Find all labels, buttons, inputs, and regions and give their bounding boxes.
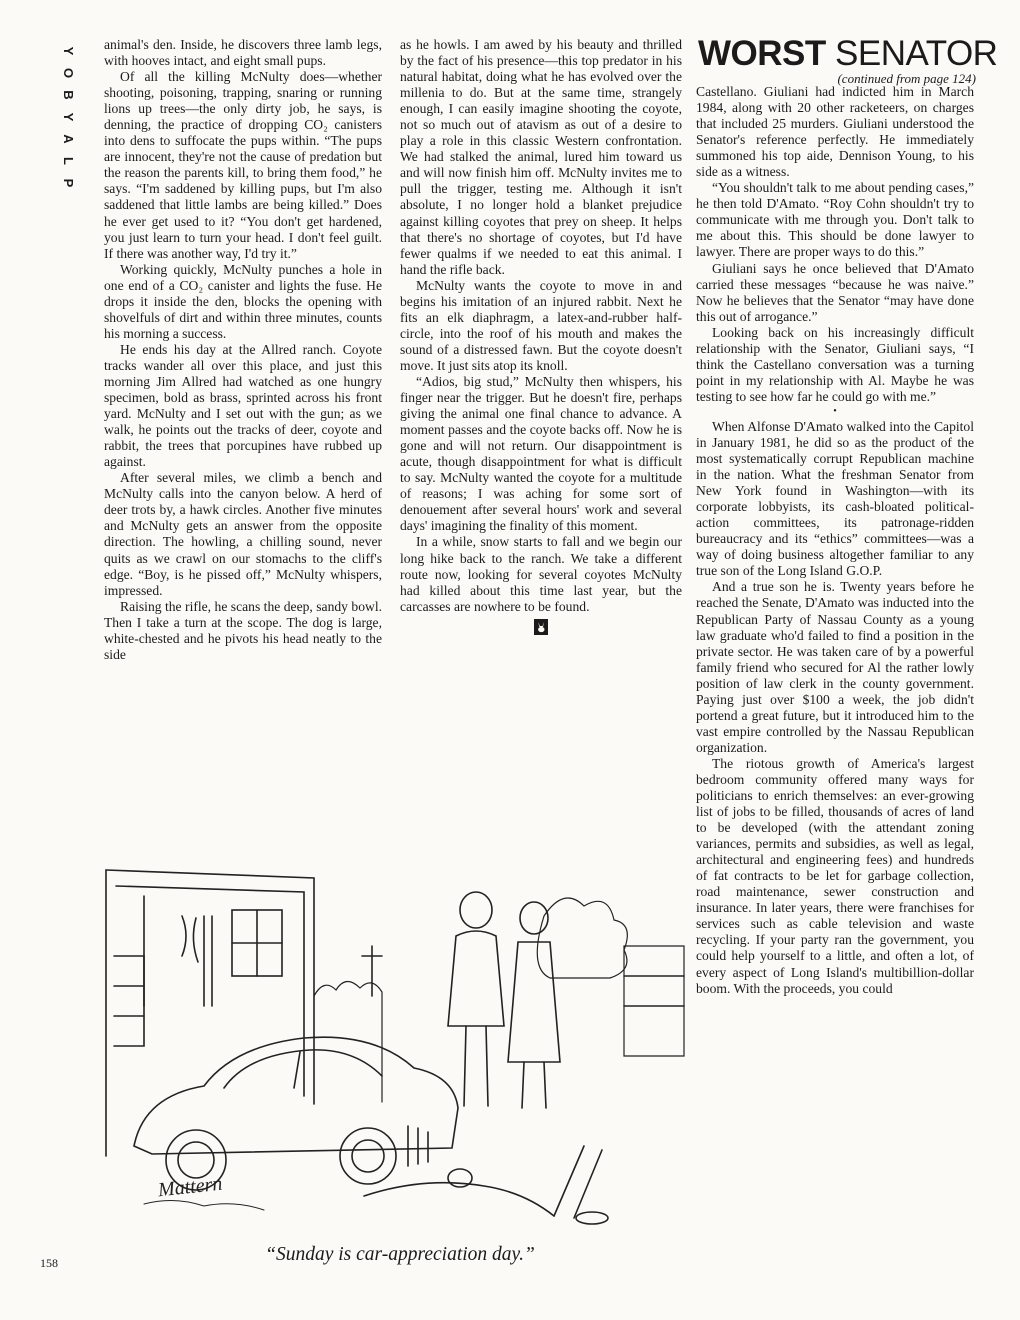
side-label-letter: Y [61,112,76,122]
cartoon-caption: “Sunday is car-appreciation day.” [265,1244,535,1265]
paragraph: He ends his day at the Allred ranch. Coyote tracks wander all over this place, and just this morning Jim Allred had watched as one hungry specimen, bold as brass, sprinted across his front yard. McNulty and I set out with the gun; as we walk, he points out the tracks of deer, coyote and rabbit, the trees that porcupines have rubbed up against. [104,341,382,470]
side-label-letter: P [61,178,76,188]
section-break-bullet: • [833,405,837,417]
paragraph: “Adios, big stud,” McNulty then whispers, his finger near the trigger. But he doesn't fire, perhaps giving the animal one final chance to advance. A moment passes and the coyote backs off. Now he is gone and will not return. Our disappointment is acute, though disappointment for what is difficult to say. McNulty wanted the coyote for a multitude of reasons; I was aching for some sort of denouement after several hours' work and several days' imagining the finality of this moment. [400,373,682,534]
column-middle [400,37,682,639]
paragraph: “You shouldn't talk to me about pending cases,” he then told D'Amato. “Roy Cohn shouldn't try to communicate with me through you. Don't talk to me about this. This should be done lawyer to lawyer. There are proper ways to do this.” [696,180,974,260]
paragraph: Working quickly, McNulty punches a hole in one end of a CO₂ canister and lights the fuse. He drops it inside the den, blocks the opening with shovelfuls of dirt and within three minutes, counts his morning a success. [104,261,382,341]
paragraph: Looking back on his increasingly difficult relationship with the Senator, Giuliani says, “I think the Castellano conversation was a turning point in my relationship with Al. Maybe he was testing to see how far he could go with me.” [696,324,974,404]
side-label-letter: A [61,134,76,144]
paragraph: And a true son he is. Twenty years before he reached the Senate, D'Amato was inducted into the Republican Party of Nassau County as a young law graduate who'd failed to find a position in the private sector. He was taken care of by a powerful family friend who secured for Al the rather lowly position of law clerk in the county government. Paying just over $100 a week, the job didn't portend a great future, but it introduced him to the vast empire controlled by the Nassau Republican organization. [696,579,974,755]
article-headline [698,34,998,74]
paragraph: Of all the killing McNulty does—whether shooting, poisoning, trapping, snaring or running lions up trees—the only dirty job, he says, is denning, the practice of dropping CO₂ canisters into dens to suffocate the pups within. “The pups are innocent, they're not the cause of predation but the reason the parents kill, to bring them food,” he says. “I'm saddened by killing pups, but I'm also saddened that little lambs are being killed.” Does he ever get used to it? “You don't get hardened, you just learn to turn your head. I don't feel guilt. If there was another way, I'd try it.” [104,69,382,261]
paragraph: In a while, snow starts to fall and we begin our long hike back to the ranch. We take a different route now, looking for several coyotes McNulty had killed about this time last year, but the carcasses are nowhere to be found. [400,534,682,614]
side-label-letter: Y [61,46,76,56]
continued-from-note: (continued from page 124) [837,71,976,86]
column-left [104,37,382,663]
side-label-letter: L [61,157,76,165]
headline-bold: WORST [698,34,826,73]
headline-light: SENATOR [835,34,998,73]
paragraph: Raising the rifle, he scans the deep, sandy bowl. Then I take a turn at the scope. The dog is large, white-chested and he pivots his head neatly to the side [104,598,382,662]
column-right [696,84,974,997]
paragraph: When Alfonse D'Amato walked into the Capitol in January 1981, he did so as the product of the most systematically corrupt Republican machine in the nation. What the freshman Senator from New York found in Washington—with its corporate lobbyists, its cash-bloated political-action committees, its patronage-ridden bureaucracy and its “ethics” committees—was a way of doing business altogether familiar to any true son of the Long Island G.O.P. [696,418,974,579]
cartoonist-signature: Mattern [156,1172,224,1202]
paragraph: Giuliani says he once believed that D'Amato carried these messages “because he was naive.” Now he believes that the Senator “may have done this out of arrogance.” [696,260,974,324]
paragraph: The riotous growth of America's largest bedroom community offered many ways for politicians to enrich themselves: an ever-growing list of jobs to be filled, thousands of acres of land to be developed (with the attendant zoning variances, permits and subsidies, as well as legal, architectural and engineering fees) and hundreds of fat contracts to be let for garbage collection, road maintenance, sewer construction and insurance. In later years, there were franchises for services such as cable television and waste recycling. If your party ran the government, you could help yourself to a little, and often a lot, of every aspect of Long Island's multibillion-dollar boom. With the proceeds, you could [696,755,974,996]
side-label-letter: B [61,90,76,100]
side-label-letter: O [61,67,76,79]
magazine-side-label [56,40,80,194]
paragraph: McNulty wants the coyote to move in and begins his imitation of an injured rabbit. Next he fits an elk diaphragm, a latex-and-rubber half-circle, into the roof of his mouth and makes the sound of a distressed fawn. But the coyote doesn't move. It just sits atop its knoll. [400,277,682,373]
paragraph: After several miles, we climb a bench and McNulty calls into the canyon below. A herd of deer trots by, a hawk circles. Another five minutes and McNulty gets an answer from the opposite direction. The howling, a chilling sound, never quits as we crawl on our stomachs to the cliff's edge. “Boy, is he pissed off,” McNulty whispers, impressed. [104,470,382,598]
rabbit-end-mark-icon [400,619,682,639]
paragraph: as he howls. I am awed by his beauty and thrilled by the fact of his presence—this top predator in his natural habitat, doing what he has evolved over the millenia to do. But at the same time, strangely enough, I can easily imagine shooting the coyote, not so much out of atavism as out of a desire to play a role in this classic Western confrontation. We had stalked the animal, lured him toward us and will now finish him off. McNulty invites me to pull the trigger, testing me. Although it isn't absolute, I no longer hold a blanket prejudice against killing coyotes that prey on sheep. It helps that there's no shortage of coyotes, but I'd have fewer qualms if we needed to eat this animal. I hand the rifle back. [400,37,682,277]
paragraph: Castellano. Giuliani had indicted him in March 1984, along with 20 other racketeers, on charges that included 25 murders. Giuliani understood the Senator's reference perfectly. He immediately summoned his top aide, Dennison Young, to his side as a witness. [696,84,974,180]
paragraph: animal's den. Inside, he discovers three lamb legs, with hooves intact, and eight small pups. [104,37,382,69]
page-number: 158 [40,1256,58,1270]
cartoon-illustration [104,856,686,1236]
